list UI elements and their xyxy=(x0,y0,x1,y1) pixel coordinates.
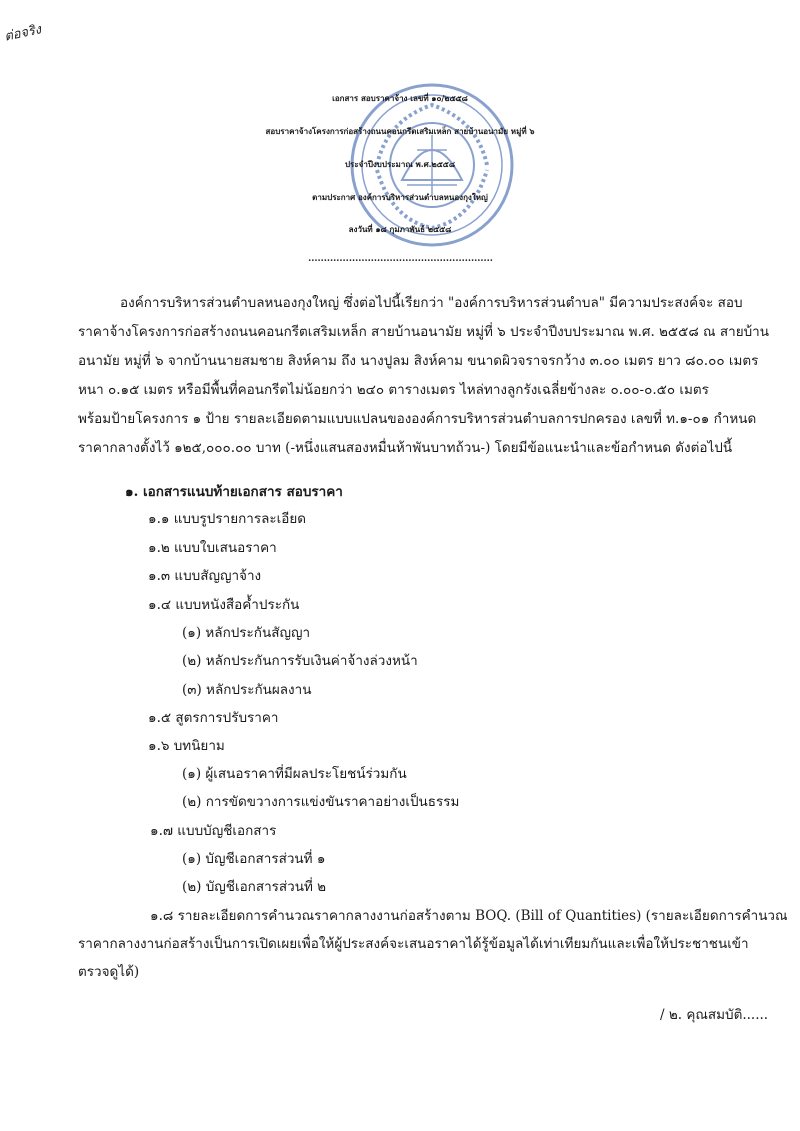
list-item-1-8: ๑.๘ รายละเอียดการคำนวณราคากลางงานก่อสร้างตาม BOQ. (Bill of Quantities) (รายละเอียดการคำนวณ xyxy=(150,908,788,924)
list-subitem: (๒) การขัดขวางการแข่งขันราคาอย่างเป็นธรรม xyxy=(182,794,460,810)
list-subitem: (๒) หลักประกันการรับเงินค่าจ้างล่วงหน้า xyxy=(182,653,418,669)
list-item: ๑.๓ แบบสัญญาจ้าง xyxy=(148,568,262,584)
fiscal-year: ประจำปีงบประมาณ พ.ศ.๒๕๕๘ xyxy=(344,159,456,169)
intro-line: พร้อมป้ายโครงการ ๑ ป้าย รายละเอียดตามแบบแปลนขององค์การบริหารส่วนตำบลการปกครอง เลขที่ ท.๑-๐๑ กำหนด xyxy=(78,411,757,427)
section-heading: ๑. เอกสารแนบท้ายเอกสาร สอบราคา xyxy=(125,484,343,500)
intro-line: องค์การบริหารส่วนตำบลหนองกุงใหญ่ ซึ่งต่อไปนี้เรียกว่า "องค์การบริหารส่วนตำบล" มีความประสงค์จะ สอบ xyxy=(120,295,743,311)
list-item: ๑.๖ บทนิยาม xyxy=(148,738,225,754)
intro-line: หนา ๐.๑๕ เมตร หรือมีพื้นที่คอนกรีตไม่น้อยกว่า ๒๔๐ ตารางเมตร ไหล่ทางลูกรังเฉลี่ยข้างละ ๐.๐๐-๐.๕๐ เมตร xyxy=(78,382,709,398)
list-item: ๑.๗ แบบบัญชีเอกสาร xyxy=(150,823,277,839)
continued-next-page: / ๒. คุณสมบัติ...... xyxy=(660,1007,769,1023)
list-item: ๑.๒ แบบใบเสนอราคา xyxy=(148,540,277,556)
list-item-1-8-cont: ราคากลางงานก่อสร้างเป็นการเปิดเผยเพื่อให้ผู้ประสงค์จะเสนอราคาได้รู้ข้อมูลได้เท่าเทียมกันและเพื่อให้ประชาชนเข้า xyxy=(78,936,749,952)
list-item: ๑.๔ แบบหนังสือค้ำประกัน xyxy=(148,597,300,613)
list-item: ๑.๑ แบบรูปรายการละเอียด xyxy=(148,511,307,527)
handwritten-note: ต่อจริง xyxy=(3,22,43,45)
list-item: ๑.๕ สูตรการปรับราคา xyxy=(148,710,279,726)
intro-line: ราคากลางตั้งไว้ ๑๒๕,๐๐๐.๐๐ บาท (-หนึ่งแสนสองหมื่นห้าพันบาทถ้วน-) โดยมีข้อแนะนำและข้อกำหนด ดังต่อไปนี้ xyxy=(78,440,733,456)
project-title: สอบราคาจ้างโครงการก่อสร้างถนนคอนกรีตเสริมเหล็ก สายบ้านอนามัย หมู่ที่ ๖ xyxy=(265,126,535,136)
list-subitem: (๓) หลักประกันผลงาน xyxy=(182,682,312,698)
list-subitem: (๑) ผู้เสนอราคาที่มีผลประโยชน์ร่วมกัน xyxy=(182,766,407,782)
intro-line: ราคาจ้างโครงการก่อสร้างถนนคอนกรีตเสริมเหล็ก สายบ้านอนามัย หมู่ที่ ๖ ประจำปีงบประมาณ พ.ศ. ๒๕๕๘ ณ สายบ้าน xyxy=(78,324,769,340)
list-subitem: (๑) หลักประกันสัญญา xyxy=(182,625,311,641)
list-item-1-8-cont: ตรวจดูได้) xyxy=(78,964,140,980)
document-title: เอกสาร สอบราคาจ้าง เลขที่ ๑๐/๒๕๕๘ xyxy=(332,93,468,103)
intro-line: อนามัย หมู่ที่ ๖ จากบ้านนายสมชาย สิงห์คาม ถึง นางปูลม สิงห์คาม ขนาดผิวจราจรกว้าง ๓.๐๐ เมตร ยาว ๘๐.๐๐ เมตร xyxy=(78,353,759,369)
announcement-org: ตามประกาศ องค์การบริหารส่วนตำบลหนองกุงใหญ่ xyxy=(312,192,488,202)
list-subitem: (๑) บัญชีเอกสารส่วนที่ ๑ xyxy=(182,851,326,867)
announcement-date: ลงวันที่ ๑๘ กุมภาพันธ์ ๒๕๕๘ xyxy=(348,224,452,234)
list-subitem: (๒) บัญชีเอกสารส่วนที่ ๒ xyxy=(182,879,327,895)
title-underline-dots: ........................................................... xyxy=(307,250,493,265)
